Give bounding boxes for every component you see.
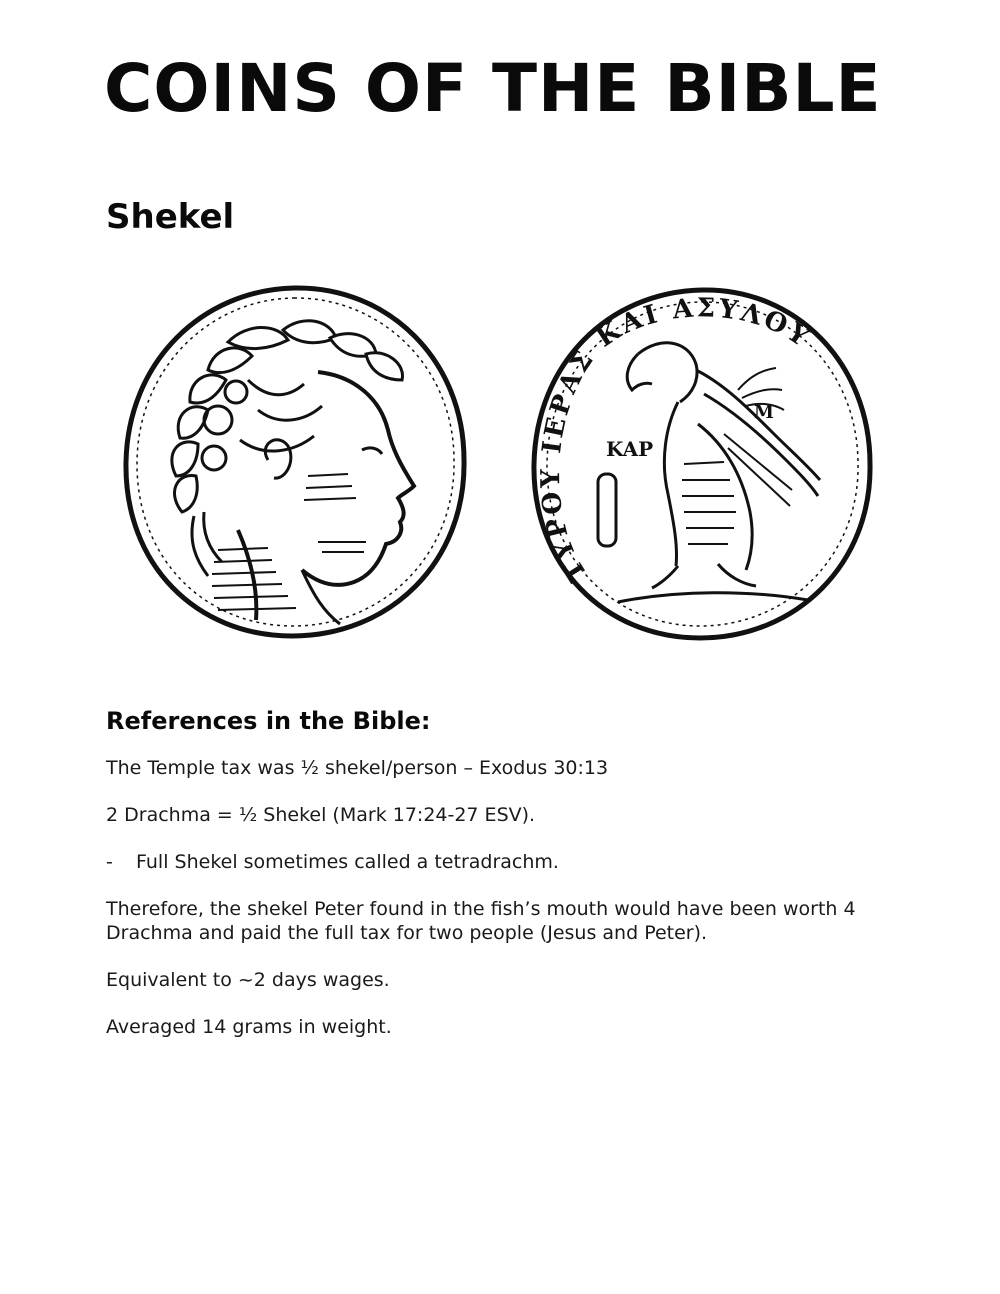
reference-paragraph: Equivalent to ~2 days wages. [106, 969, 390, 991]
shekel-obverse-coin-image [118, 280, 470, 642]
reference-paragraph: Therefore, the shekel Peter found in the fish’s mouth would have been worth 4 Drachma and paid the full tax for two people (Jesus and Peter). [106, 898, 856, 944]
references-heading: References in the Bible: [106, 707, 431, 735]
reference-paragraph: Averaged 14 grams in weight. [106, 1016, 392, 1038]
reference-line: 2 Drachma = ½ Shekel (Mark 17:24-27 ESV). [106, 804, 536, 826]
bullet-mark: - [106, 851, 113, 873]
section-title-shekel: Shekel [106, 197, 235, 237]
page-title: COINS OF THE BIBLE [104, 50, 882, 127]
reverse-coin-field-letters-right: M [754, 402, 774, 423]
reverse-coin-field-letters-left: KAP [606, 437, 654, 461]
bullet-text: Full Shekel sometimes called a tetradrachm. [136, 851, 559, 873]
references-body [106, 756, 896, 1062]
reverse-coin-lettering: ΤΥΡΟΥ ΙΕΡΑΣ ΚΑΙ ΑΣΥΛΟΥ [536, 293, 817, 587]
shekel-reverse-coin-image [528, 284, 874, 644]
reference-line: The Temple tax was ½ shekel/person – Exodus 30:13 [106, 757, 609, 779]
reference-bullet [106, 850, 896, 874]
